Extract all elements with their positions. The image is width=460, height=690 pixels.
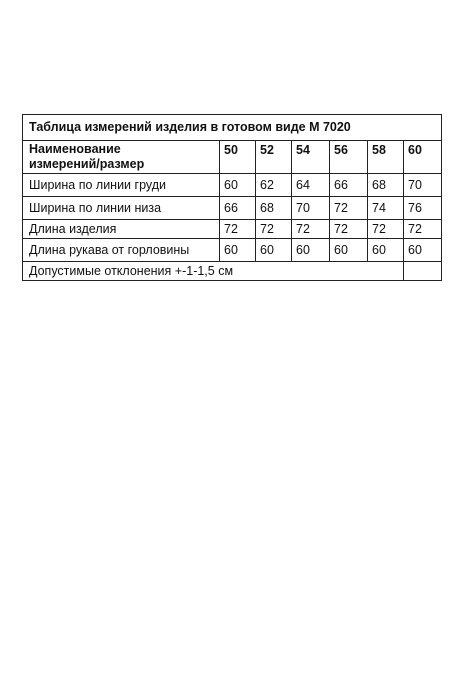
- cell-value: 66: [330, 174, 368, 197]
- cell-value: 72: [404, 220, 442, 239]
- size-header: 52: [256, 141, 292, 174]
- cell-value: 68: [368, 174, 404, 197]
- cell-value: 62: [256, 174, 292, 197]
- measurement-table: [22, 114, 442, 281]
- cell-value: 72: [330, 197, 368, 220]
- cell-value: 60: [256, 239, 292, 262]
- cell-value: 76: [404, 197, 442, 220]
- table-row: [23, 220, 442, 239]
- size-header: 50: [220, 141, 256, 174]
- cell-value: 60: [220, 239, 256, 262]
- cell-value: 72: [220, 220, 256, 239]
- cell-value: 60: [220, 174, 256, 197]
- row-label: Ширина по линии груди: [23, 174, 220, 197]
- cell-value: 72: [330, 220, 368, 239]
- cell-value: 70: [404, 174, 442, 197]
- table-row: [23, 174, 442, 197]
- cell-value: 72: [292, 220, 330, 239]
- cell-value: 74: [368, 197, 404, 220]
- header-label: [23, 141, 220, 174]
- cell-value: 70: [292, 197, 330, 220]
- cell-value: 60: [330, 239, 368, 262]
- empty-cell: [404, 262, 442, 281]
- cell-value: 66: [220, 197, 256, 220]
- size-header: 60: [404, 141, 442, 174]
- table-row: [23, 239, 442, 262]
- cell-value: 64: [292, 174, 330, 197]
- cell-value: 60: [368, 239, 404, 262]
- table-row: [23, 197, 442, 220]
- row-label: Длина рукава от горловины: [23, 239, 220, 262]
- header-label-line2: измерений/размер: [29, 157, 145, 171]
- cell-value: 72: [256, 220, 292, 239]
- size-header: 54: [292, 141, 330, 174]
- cell-value: 60: [404, 239, 442, 262]
- table-title: Таблица измерений изделия в готовом виде М 7020: [23, 115, 442, 141]
- header-label-line1: Наименование: [29, 142, 121, 156]
- cell-value: 72: [368, 220, 404, 239]
- measurement-table-container: [22, 114, 442, 281]
- cell-value: 60: [292, 239, 330, 262]
- tolerance-note: Допустимые отклонения +-1-1,5 см: [23, 262, 404, 281]
- size-header: 56: [330, 141, 368, 174]
- row-label: Длина изделия: [23, 220, 220, 239]
- size-header: 58: [368, 141, 404, 174]
- row-label: Ширина по линии низа: [23, 197, 220, 220]
- cell-value: 68: [256, 197, 292, 220]
